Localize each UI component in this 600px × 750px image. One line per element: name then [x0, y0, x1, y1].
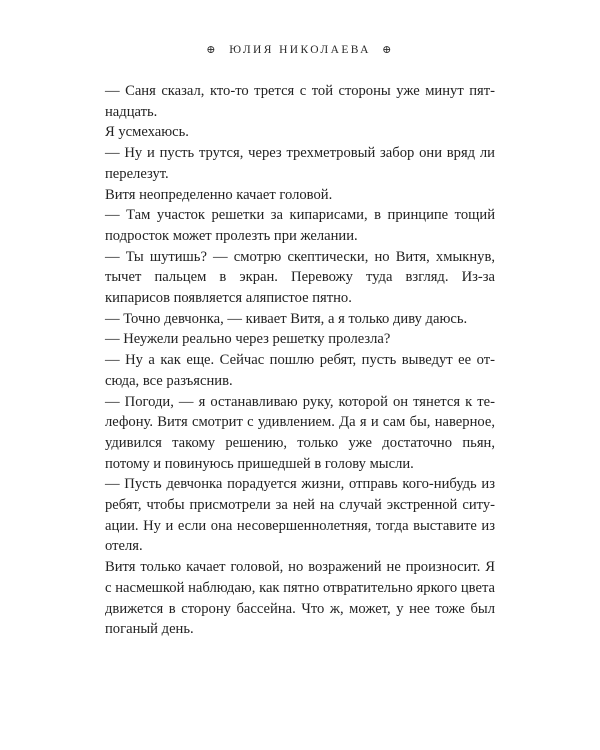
paragraph: — Пусть девчонка порадуется жизни, отправь кого-нибудь из ребят, чтобы присмотрели за ней на случай экстренной ситуации. Ну и если она несовершеннолетняя, тогда выставите из отеля. — [105, 476, 495, 555]
paragraph: — Саня сказал, кто-то трется с той стороны уже минут пятнадцать. — [105, 83, 495, 120]
running-header — [0, 43, 600, 56]
paragraph: — Ну а как еще. Сейчас пошлю ребят, пусть выведут ее отсюда, все разъяснив. — [105, 352, 495, 389]
body-text — [105, 81, 495, 640]
paragraph: — Точно девчонка, — кивает Витя, а я только диву даюсь. — [105, 310, 468, 327]
paragraph: — Неужели реально через решетку пролезла? — [105, 331, 391, 348]
paragraph: — Погоди, — я останавливаю руку, которой он тянется к телефону. Витя смотрит с удивлением. Да я и сам бы, наверное, удивился такому решению, только уже достаточно пьян, потому и повинуюсь пришедшей в голову мысли. — [105, 393, 495, 472]
author-name: ЮЛИЯ НИКОЛАЕВА — [229, 44, 371, 56]
paragraph: — Ты шутишь? — смотрю скептически, но Витя, хмыкнув, тычет пальцем в экран. Перевожу туда взгляд. Из-за кипарисов появляется аляпистое пятно. — [105, 248, 495, 307]
paragraph: Я усмехаюсь. — [105, 124, 189, 141]
paragraph: Витя только качает головой, но возражений не произносит. Я с насмешкой наблюдаю, как пятно отвратительно яркого цвета движется в сторону бассейна. Что ж, может, у нее тоже был поганый день. — [105, 559, 495, 638]
paragraph: Витя неопределенно качает головой. — [105, 186, 333, 203]
ornament-left-icon: ⊕ — [206, 44, 218, 56]
paragraph: — Там участок решетки за кипарисами, в принципе тощий подросток может пролезть при желании. — [105, 207, 495, 244]
ornament-right-icon: ⊕ — [382, 44, 394, 56]
paragraph: — Ну и пусть трутся, через трехметровый забор они вряд ли перелезут. — [105, 145, 495, 182]
